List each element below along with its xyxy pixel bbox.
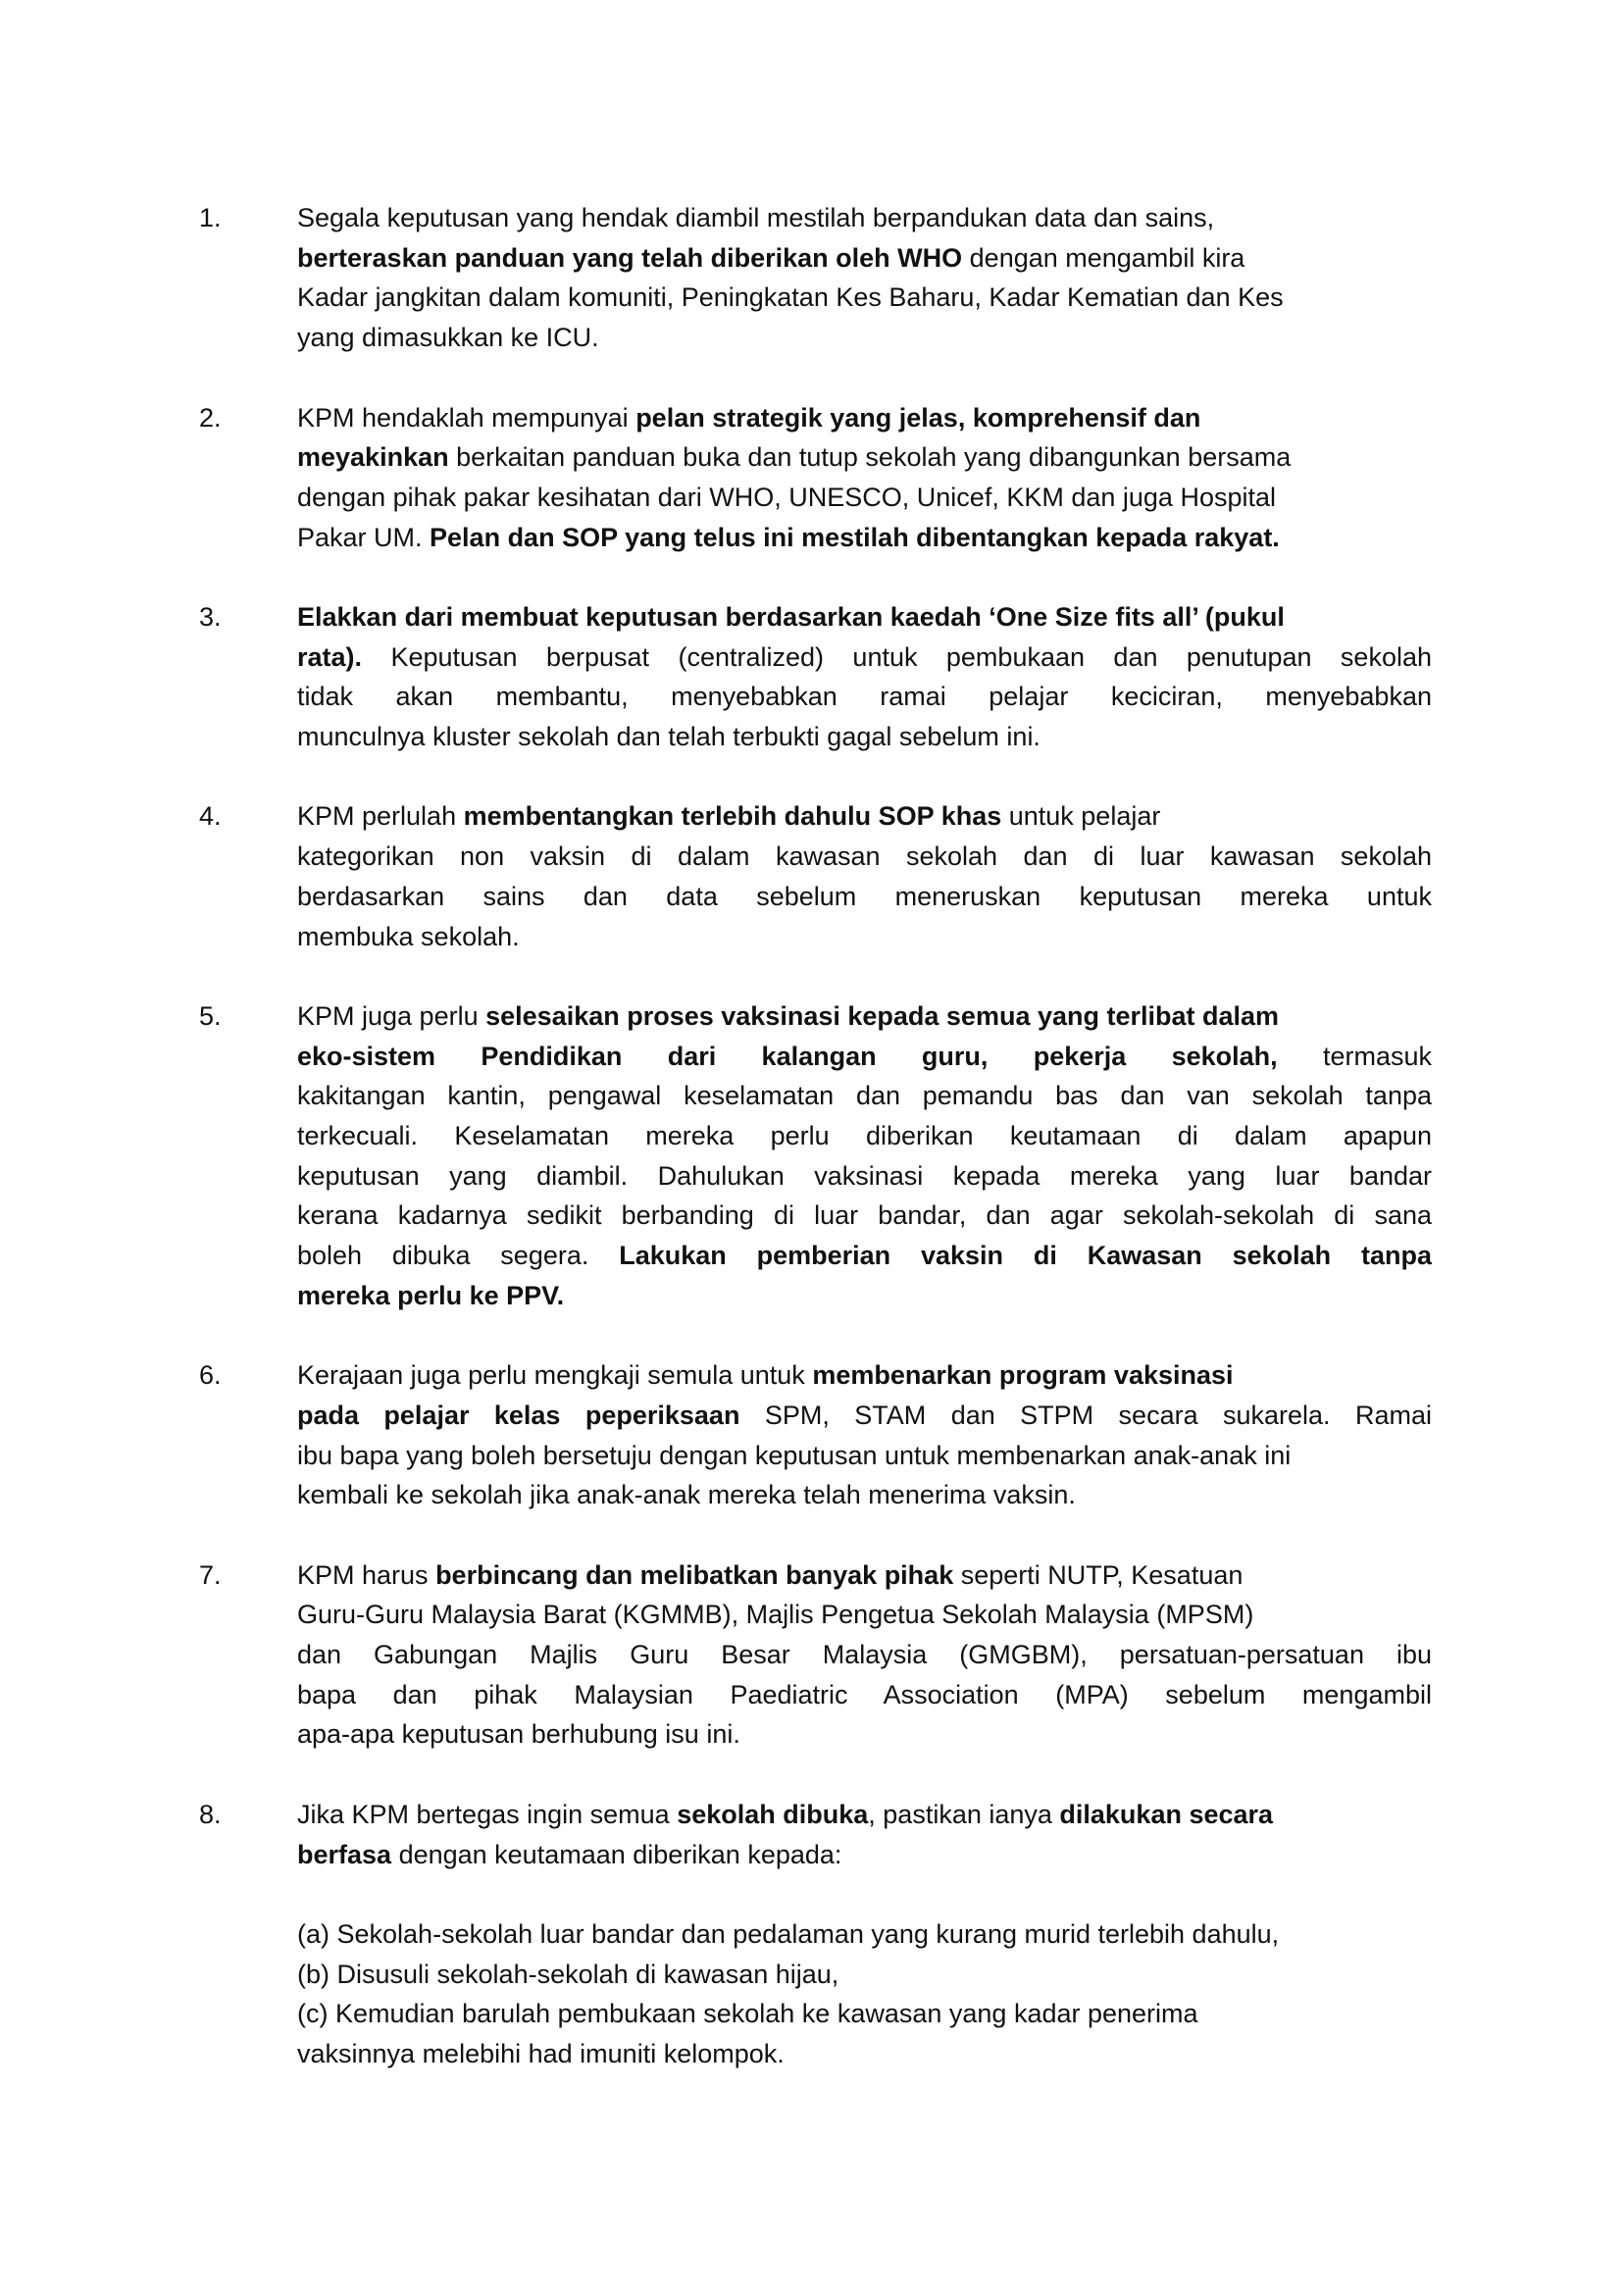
list-item xyxy=(0,996,1624,1316)
item-number: 4. xyxy=(199,801,222,832)
text-segment: vaksinnya melebihi had imuniti kelompok. xyxy=(297,2039,785,2069)
text-segment: kategorikan non vaksin di dalam kawasan sekolah dan di luar kawasan sekolah xyxy=(297,841,1432,872)
bold-text: mereka perlu ke PPV. xyxy=(297,1280,565,1310)
text-line xyxy=(297,717,1432,757)
text-segment: munculnya kluster sekolah dan telah terbukti gagal sebelum ini. xyxy=(297,722,1040,752)
text-segment: Jika KPM bertegas ingin semua xyxy=(297,1799,678,1829)
text-segment: (a) Sekolah-sekolah luar bandar dan pedalaman yang kurang murid terlebih dahulu, xyxy=(297,1918,1280,1949)
text-segment: kakitangan kantin, pengawal keselamatan dan pemandu bas dan van sekolah tanpa xyxy=(297,1081,1432,1111)
text-line xyxy=(297,1835,1432,1875)
list-item xyxy=(0,796,1624,956)
bold-text: selesaikan proses vaksinasi kepada semua yang terlibat dalam xyxy=(485,1000,1280,1031)
bold-text: berteraskan panduan yang telah diberikan oleh WHO xyxy=(297,242,963,273)
text-segment: Keputusan berpusat (centralized) untuk pembukaan dan penutupan sekolah xyxy=(362,641,1432,672)
text-segment: membuka sekolah. xyxy=(297,921,520,951)
text-segment: keputusan yang diambil. Dahulukan vaksinasi kepada mereka yang luar bandar xyxy=(297,1160,1432,1191)
item-body xyxy=(297,1795,1432,2074)
text-segment: (b) Disusuli sekolah-sekolah di kawasan hijau, xyxy=(297,1959,839,1989)
document-page xyxy=(0,198,1624,2114)
text-line xyxy=(297,1555,1432,1596)
item-body xyxy=(297,1355,1432,1515)
text-segment: kembali ke sekolah jika anak-anak mereka telah menerima vaksin. xyxy=(297,1480,1076,1510)
text-segment: SPM, STAM dan STPM secara sukarela. Ramai xyxy=(739,1400,1432,1430)
bold-text: dilakukan secara xyxy=(1059,1799,1274,1829)
text-segment: dengan keutamaan diberikan kepada: xyxy=(391,1839,842,1869)
text-segment: dengan pihak pakar kesihatan dari WHO, UNESCO, Unicef, KKM dan juga Hospital xyxy=(297,482,1276,512)
item-number: 6. xyxy=(199,1360,222,1391)
text-segment: KPM perlulah xyxy=(297,801,464,832)
text-segment: boleh dibuka segera. xyxy=(297,1241,620,1271)
text-line xyxy=(297,1914,1432,1955)
text-segment: terkecuali. Keselamatan mereka perlu diberikan keutamaan di dalam apapun xyxy=(297,1121,1432,1151)
list-item xyxy=(0,398,1624,558)
text-segment: dengan mengambil kira xyxy=(962,242,1245,273)
bold-text: Elakkan dari membuat keputusan berdasarkan kaedah ‘One Size fits all’ (pukul xyxy=(297,602,1285,632)
text-line xyxy=(297,1714,1432,1755)
text-segment: bapa dan pihak Malaysian Paediatric Association (MPA) sebelum mengambil xyxy=(297,1679,1432,1709)
item-body xyxy=(297,398,1432,558)
text-line xyxy=(297,796,1432,837)
text-segment: berkaitan panduan buka dan tutup sekolah yang dibangunkan bersama xyxy=(448,442,1292,473)
item-number: 1. xyxy=(199,203,222,232)
text-line xyxy=(297,1355,1432,1396)
text-segment: untuk pelajar xyxy=(1001,801,1161,832)
item-number: 5. xyxy=(199,1000,222,1031)
bold-text: eko-sistem Pendidikan dari kalangan guru, pekerja sekolah, xyxy=(297,1041,1278,1071)
text-line xyxy=(297,318,1432,358)
text-segment: KPM harus xyxy=(297,1559,436,1590)
bold-text: Pelan dan SOP yang telus ini mestilah dibentangkan kepada rakyat. xyxy=(430,522,1280,552)
item-body xyxy=(297,996,1432,1316)
item-body xyxy=(297,198,1432,358)
list-item xyxy=(0,1795,1624,2074)
text-segment: ibu bapa yang boleh bersetuju dengan keputusan untuk membenarkan anak-anak ini xyxy=(297,1440,1292,1470)
text-segment: Segala keputusan yang hendak diambil mestilah berpandukan data dan sains, xyxy=(297,203,1215,232)
text-segment: tidak akan membantu, menyebabkan ramai pelajar keciciran, menyebabkan xyxy=(297,682,1432,712)
text-line xyxy=(297,478,1432,518)
text-line xyxy=(297,238,1432,279)
text-line xyxy=(297,877,1432,917)
bold-text: berbincang dan melibatkan banyak pihak xyxy=(435,1559,954,1590)
text-line xyxy=(297,1475,1432,1515)
bold-text: pelan strategik yang jelas, komprehensif dan xyxy=(635,402,1201,433)
text-line xyxy=(297,1276,1432,1316)
item-number: 8. xyxy=(199,1799,222,1829)
list-item xyxy=(0,198,1624,358)
item-body xyxy=(297,1555,1432,1755)
text-line xyxy=(297,1595,1432,1635)
bold-text: meyakinkan xyxy=(297,442,449,473)
text-line xyxy=(297,1795,1432,1835)
text-line xyxy=(297,1635,1432,1675)
text-segment: , pastikan ianya xyxy=(868,1799,1060,1829)
text-segment: Guru-Guru Malaysia Barat (KGMMB), Majlis Pengetua Sekolah Malaysia (MPSM) xyxy=(297,1600,1254,1630)
text-segment: KPM hendaklah mempunyai xyxy=(297,402,636,433)
text-line xyxy=(297,1116,1432,1156)
item-body xyxy=(297,796,1432,956)
list-item xyxy=(0,597,1624,757)
text-line xyxy=(297,198,1432,238)
text-segment: dan Gabungan Majlis Guru Besar Malaysia (GMGBM), persatuan-persatuan ibu xyxy=(297,1640,1432,1670)
item-body xyxy=(297,597,1432,757)
bold-text: membentangkan terlebih dahulu SOP khas xyxy=(463,801,1002,832)
text-line xyxy=(297,677,1432,717)
text-line xyxy=(297,1994,1432,2034)
text-line xyxy=(297,1675,1432,1715)
text-segment: Pakar UM. xyxy=(297,522,431,552)
text-line xyxy=(297,1955,1432,1995)
text-line xyxy=(297,1236,1432,1276)
text-segment: seperti NUTP, Kesatuan xyxy=(953,1559,1243,1590)
text-line xyxy=(297,1156,1432,1197)
text-segment: termasuk xyxy=(1277,1041,1432,1071)
text-line xyxy=(297,398,1432,438)
text-segment: (c) Kemudian barulah pembukaan sekolah ke kawasan yang kadar penerima xyxy=(297,1999,1198,2029)
list-item xyxy=(0,1555,1624,1755)
text-line xyxy=(297,437,1432,478)
text-line xyxy=(297,518,1432,558)
bold-text: rata). xyxy=(297,641,363,672)
text-line xyxy=(297,597,1432,637)
bold-text: Lakukan pemberian vaksin di Kawasan sekolah tanpa xyxy=(619,1241,1432,1271)
sub-list xyxy=(297,1914,1432,2074)
item-number: 2. xyxy=(199,402,222,433)
text-line xyxy=(297,837,1432,877)
bold-text: membenarkan program vaksinasi xyxy=(812,1360,1234,1391)
text-segment: Kerajaan juga perlu mengkaji semula untuk xyxy=(297,1360,813,1391)
text-line xyxy=(297,1076,1432,1116)
text-line xyxy=(297,2034,1432,2074)
text-line xyxy=(297,917,1432,957)
item-number: 3. xyxy=(199,602,222,632)
text-line xyxy=(297,1037,1432,1077)
text-line xyxy=(297,1396,1432,1436)
item-number: 7. xyxy=(199,1559,222,1590)
text-segment: berdasarkan sains dan data sebelum meneruskan keputusan mereka untuk xyxy=(297,881,1432,911)
text-line xyxy=(297,1436,1432,1476)
list-item xyxy=(0,1355,1624,1515)
text-segment: apa-apa keputusan berhubung isu ini. xyxy=(297,1719,740,1750)
bold-text: pada pelajar kelas peperiksaan xyxy=(297,1400,740,1430)
bold-text: sekolah dibuka xyxy=(677,1799,869,1829)
text-line xyxy=(297,637,1432,678)
text-segment: yang dimasukkan ke ICU. xyxy=(297,323,599,353)
text-line xyxy=(297,996,1432,1037)
text-segment: kerana kadarnya sedikit berbanding di luar bandar, dan agar sekolah-sekolah di sana xyxy=(297,1200,1432,1231)
text-line xyxy=(297,278,1432,318)
text-line xyxy=(297,1196,1432,1236)
bold-text: berfasa xyxy=(297,1839,392,1869)
text-segment: Kadar jangkitan dalam komuniti, Peningkatan Kes Baharu, Kadar Kematian dan Kes xyxy=(297,282,1284,313)
text-segment: KPM juga perlu xyxy=(297,1000,486,1031)
